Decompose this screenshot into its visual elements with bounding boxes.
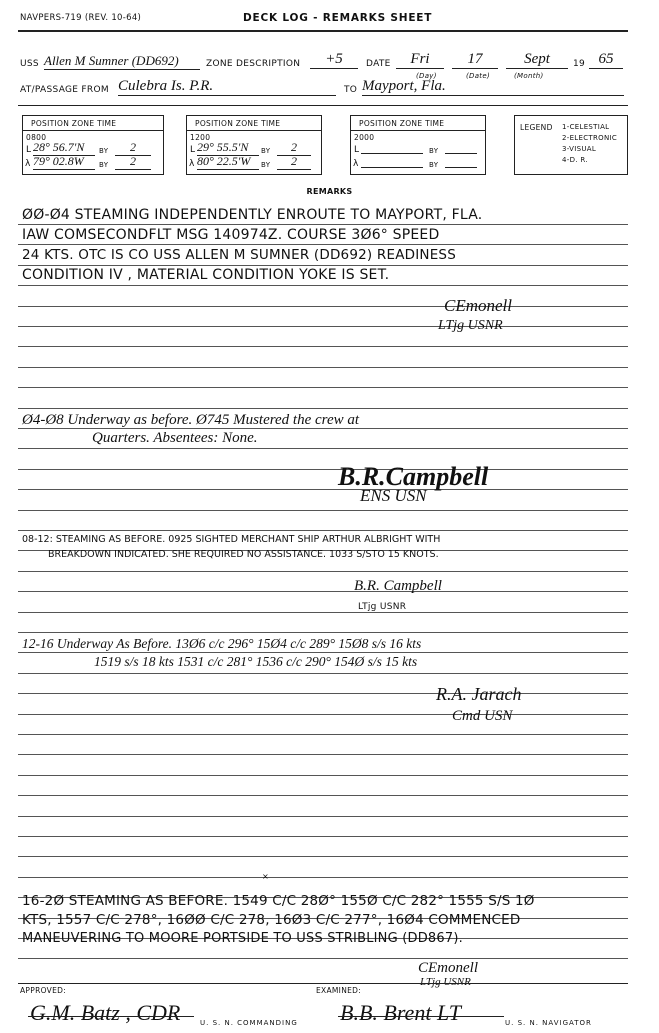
legend-box <box>514 115 628 175</box>
longitude-symbol: λ <box>189 159 195 169</box>
legend-item: 1-CELESTIAL <box>562 123 610 131</box>
longitude-value: 79° 02.8W <box>33 154 95 170</box>
remark-line: ØØ-Ø4 STEAMING INDEPENDENTLY ENROUTE TO MAYPORT, FLA. <box>22 207 483 223</box>
latitude-method: 2 <box>115 140 151 156</box>
ruled-line <box>18 469 628 470</box>
remark-line: 16-2Ø STEAMING AS BEFORE. 1549 C/C 28Ø° 155Ø C/C 282° 1555 S/S 1Ø <box>22 893 535 909</box>
ruled-line <box>18 326 628 327</box>
legend-item: 3-VISUAL <box>562 145 597 153</box>
ruled-line <box>18 693 628 694</box>
ruled-line <box>18 652 628 653</box>
officer-rank: ENS USN <box>360 486 427 505</box>
ship-name: Allen M Sumner (DD692) <box>44 53 200 70</box>
approved-signature-line <box>28 1016 194 1017</box>
year-prefix: 19 <box>573 59 586 69</box>
officer-signature: CEmonell <box>444 296 512 315</box>
form-title: DECK LOG - REMARKS SHEET <box>243 12 433 24</box>
remark-line: MANEUVERING TO MOORE PORTSIDE TO USS STRIBLING (DD867). <box>22 931 463 946</box>
remark-line: IAW COMSECONDFLT MSG 140974Z. COURSE 3Ø6° SPEED <box>22 227 440 243</box>
ruled-line <box>18 714 628 715</box>
latitude-blank <box>361 140 423 154</box>
examined-signature: B.B. Brent LT <box>340 1000 461 1025</box>
log-month: Sept <box>506 51 568 69</box>
ruled-line <box>18 958 628 959</box>
longitude-method: 2 <box>277 154 311 170</box>
passage-to: Mayport, Fla. <box>362 78 624 96</box>
officer-rank: LTjg USNR <box>358 602 407 612</box>
remark-line: Ø4-Ø8 Underway as before. Ø745 Mustered the crew at <box>22 412 360 428</box>
remark-line: CONDITION IV , MATERIAL CONDITION YOKE IS SET. <box>22 267 390 283</box>
log-year: 65 <box>589 51 623 69</box>
zone-description-label: ZONE DESCRIPTION <box>206 59 301 69</box>
ruled-line <box>18 367 628 368</box>
uss-label: USS <box>20 59 39 69</box>
ruled-line <box>18 816 628 817</box>
officer-rank: Cmd USN <box>452 708 513 724</box>
longitude-value: 80° 22.5'W <box>197 154 259 170</box>
ruled-line <box>18 795 628 796</box>
log-date: 17 <box>452 51 498 69</box>
ruled-line <box>18 387 628 388</box>
month-caption: (Month) <box>514 72 544 80</box>
officer-signature: R.A. Jarach <box>436 684 522 704</box>
examined-signature-line <box>338 1016 504 1017</box>
legend-item: 2-ELECTRONIC <box>562 134 618 142</box>
ruled-line <box>18 877 628 878</box>
ruled-line <box>18 408 628 409</box>
by-label: BY <box>261 147 271 155</box>
approved-signature: G.M. Batz , CDR <box>30 1000 181 1025</box>
position-box-header: POSITION ZONE TIME <box>31 119 117 128</box>
commanding-label: U. S. N. COMMANDING <box>200 1019 298 1027</box>
date-caption: (Date) <box>466 72 490 80</box>
passage-from: Culebra Is. P.R. <box>118 78 336 96</box>
ruled-line <box>18 775 628 776</box>
remark-line: BREAKDOWN INDICATED. SHE REQUIRED NO ASSISTANCE. 1033 S/STO 15 KNOTS. <box>48 549 439 560</box>
position-time: 2000 <box>354 133 375 142</box>
ruled-line <box>18 591 628 592</box>
position-box-header: POSITION ZONE TIME <box>359 119 445 128</box>
remark-line: KTS, 1557 C/C 278°, 16ØØ C/C 278, 16Ø3 C/C 277°, 16Ø4 COMMENCED <box>22 912 521 928</box>
ruled-line <box>18 489 628 490</box>
by-label: BY <box>99 147 109 155</box>
ruled-line <box>18 734 628 735</box>
officer-signature: CEmonell <box>418 960 478 976</box>
position-box-0800 <box>22 115 164 175</box>
position-box-header: POSITION ZONE TIME <box>195 119 281 128</box>
ruled-line <box>18 285 628 286</box>
header-rule <box>18 105 628 106</box>
by-label: BY <box>429 147 439 155</box>
officer-signature: B.R. Campbell <box>354 578 442 594</box>
ruled-line <box>18 571 628 572</box>
ruled-line <box>18 346 628 347</box>
position-box-2000 <box>350 115 486 175</box>
ruled-line <box>18 673 628 674</box>
position-box-1200 <box>186 115 322 175</box>
remarks-title: REMARKS <box>306 187 353 196</box>
footer-rule <box>18 983 628 984</box>
ruled-line <box>18 448 628 449</box>
ruled-line <box>18 224 628 225</box>
longitude-symbol: λ <box>25 159 31 169</box>
officer-signature: B.R.Campbell <box>338 462 489 491</box>
latitude-value: 29° 55.5'N <box>197 140 259 156</box>
by-label: BY <box>99 161 109 169</box>
latitude-value: 28° 56.7'N <box>33 140 95 156</box>
passage-label: AT/PASSAGE FROM <box>20 85 109 95</box>
log-day: Fri <box>396 51 444 69</box>
remark-line: Quarters. Absentees: None. <box>92 430 258 446</box>
ruled-line <box>18 306 628 307</box>
latitude-method-blank <box>445 140 477 154</box>
longitude-method-blank <box>445 154 477 168</box>
latitude-symbol: L <box>26 145 32 155</box>
approved-label: APPROVED: <box>20 986 67 995</box>
officer-rank: LTjg USNR <box>438 318 503 333</box>
latitude-method: 2 <box>277 140 311 156</box>
position-time: 1200 <box>190 133 211 142</box>
remark-line: 1519 s/s 18 kts 1531 c/c 281° 1536 c/c 290° 154Ø s/s 15 kts <box>94 654 418 669</box>
passage-to-label: TO <box>344 85 358 95</box>
ruled-line <box>18 510 628 511</box>
zone-description: +5 <box>310 51 358 69</box>
day-caption: (Day) <box>416 72 437 80</box>
ruled-line <box>18 265 628 266</box>
top-rule <box>18 30 628 32</box>
remark-line: 08-12: STEAMING AS BEFORE. 0925 SIGHTED MERCHANT SHIP ARTHUR ALBRIGHT WITH <box>22 534 441 545</box>
legend-title: LEGEND <box>520 123 553 132</box>
by-label: BY <box>261 161 271 169</box>
ruled-line <box>18 612 628 613</box>
ruled-line <box>18 754 628 755</box>
longitude-method: 2 <box>115 154 151 170</box>
remark-line: 12-16 Underway As Before. 13Ø6 c/c 296° 15Ø4 c/c 289° 15Ø8 s/s 16 kts <box>22 636 422 651</box>
ruled-line <box>18 836 628 837</box>
remark-line: 24 KTS. OTC IS CO USS ALLEN M SUMNER (DD692) READINESS <box>22 247 456 263</box>
ruled-line <box>18 244 628 245</box>
longitude-blank <box>361 154 423 168</box>
form-number: NAVPERS-719 (REV. 10-64) <box>20 13 142 23</box>
officer-rank: LTjg USNR <box>420 976 471 988</box>
examined-label: EXAMINED: <box>316 986 362 995</box>
longitude-symbol: λ <box>353 159 359 169</box>
latitude-symbol: L <box>190 145 196 155</box>
latitude-symbol: L <box>354 145 360 155</box>
navigator-label: U. S. N. NAVIGATOR <box>505 1019 592 1027</box>
ruled-line <box>18 632 628 633</box>
page-mark: × <box>262 872 270 881</box>
by-label: BY <box>429 161 439 169</box>
date-label: DATE <box>366 59 391 69</box>
position-time: 0800 <box>26 133 47 142</box>
legend-item: 4-D. R. <box>562 156 588 164</box>
ruled-line <box>18 530 628 531</box>
ruled-line <box>18 856 628 857</box>
